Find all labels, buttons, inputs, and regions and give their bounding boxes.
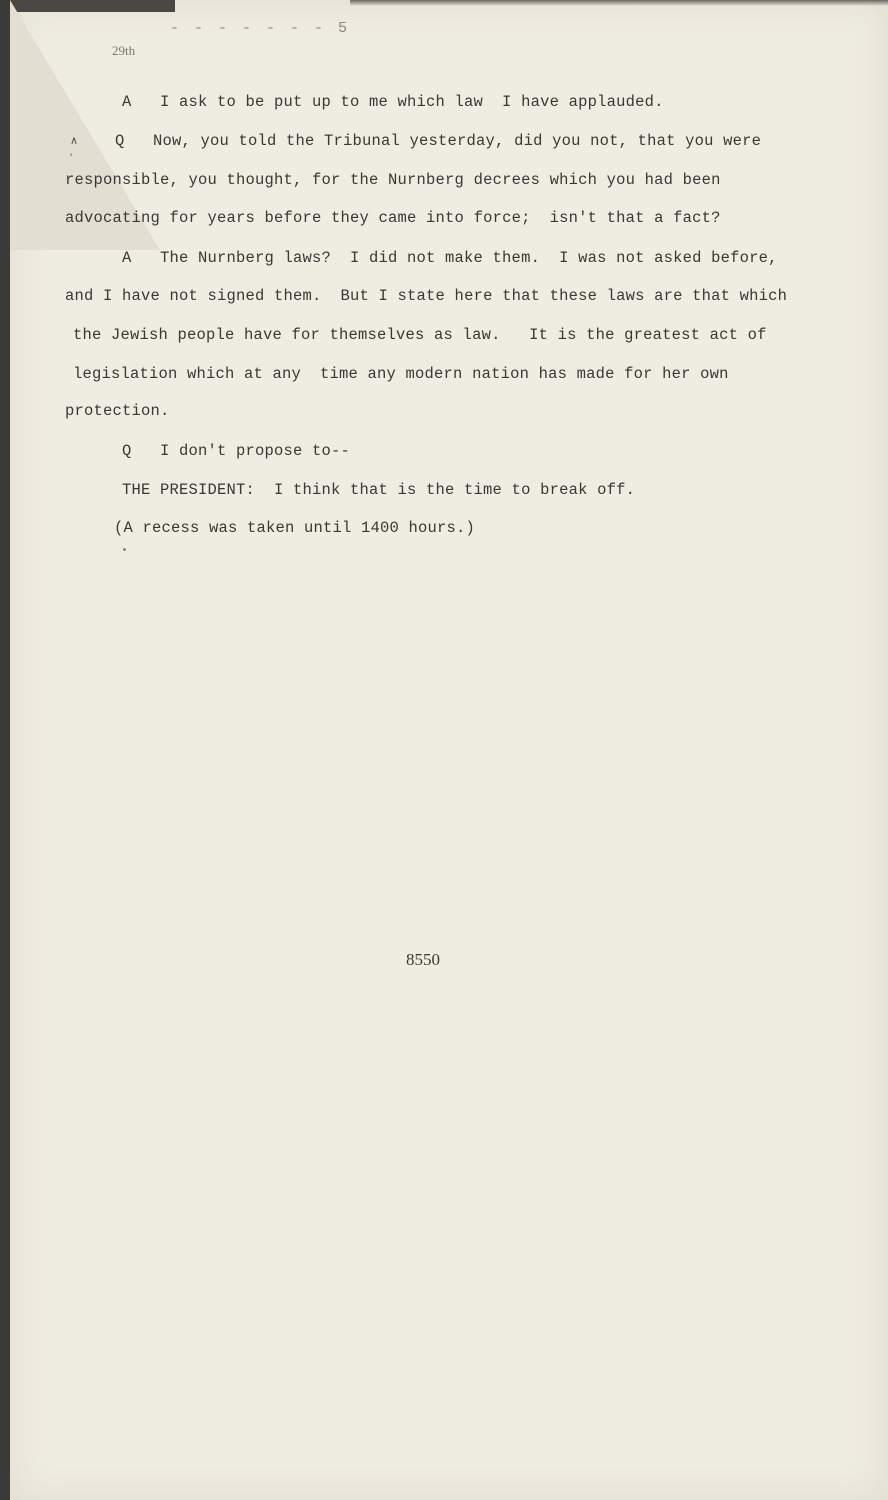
transcript-line: responsible, you thought, for the Nurnberg decrees which you had been [65, 171, 721, 189]
transcript-line: Q I don't propose to-- [122, 442, 351, 460]
transcript-line: Q Now, you told the Tribunal yesterday, did you not, that you were [115, 132, 762, 150]
transcript-line: protection. [65, 402, 170, 420]
document-number: 29th [112, 43, 136, 58]
scan-edge-shadow-right [350, 0, 888, 6]
transcript-line: the Jewish people have for themselves as law. It is the greatest act of [73, 326, 767, 344]
margin-mark: ' [70, 152, 73, 164]
margin-mark: ∧ [70, 135, 79, 147]
ink-speck [123, 548, 126, 551]
page-number: 8550 [406, 950, 440, 969]
transcript-line: THE PRESIDENT: I think that is the time to break off. [122, 481, 636, 499]
transcript-line: A The Nurnberg laws? I did not make them. I was not asked before, [122, 249, 778, 267]
transcript-line: A I ask to be put up to me which law I have applauded. [122, 93, 664, 111]
transcript-line: and I have not signed them. But I state here that these laws are that which [65, 287, 788, 305]
transcript-line: (A recess was taken until 1400 hours.) [114, 519, 476, 537]
transcript-line: legislation which at any time any modern nation has made for her own [73, 365, 729, 383]
header-code: - - - - - - - 5 [170, 20, 351, 37]
transcript-line: advocating for years before they came into force; isn't that a fact? [65, 209, 721, 227]
document-page [10, 0, 888, 1500]
